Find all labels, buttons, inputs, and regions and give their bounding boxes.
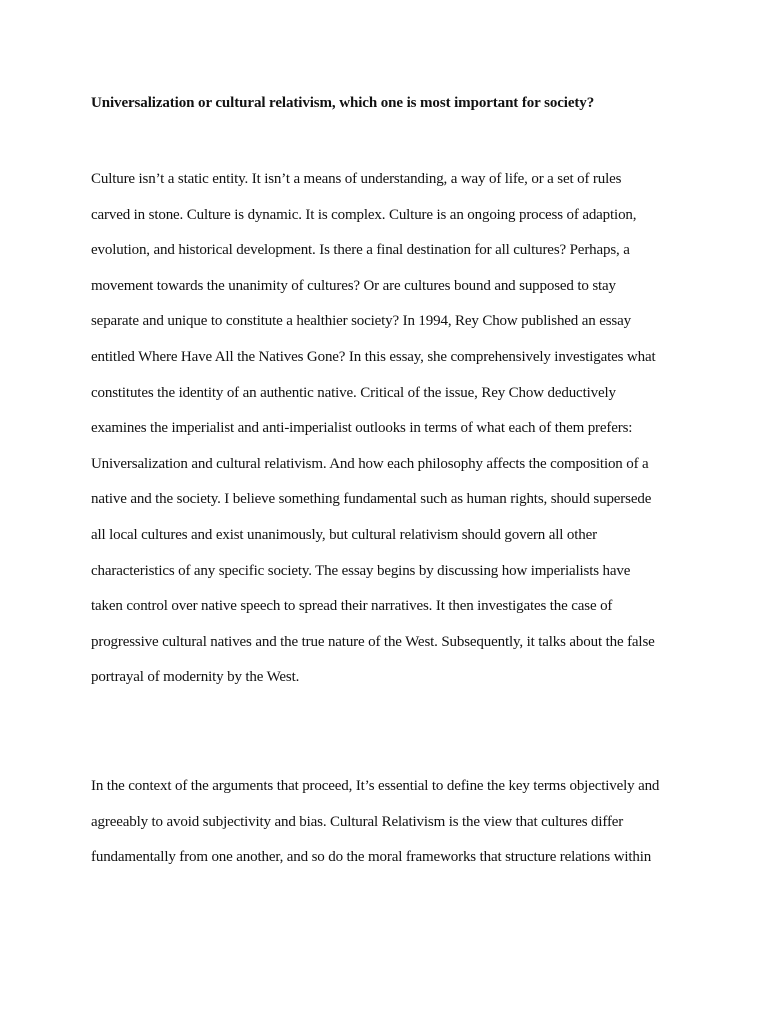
- paragraph-line: separate and unique to constitute a healthier society? In 1994, Rey Chow published an essay: [91, 313, 631, 330]
- paragraph-line: examines the imperialist and anti-imperialist outlooks in terms of what each of them prefers:: [91, 420, 633, 437]
- document-title: Universalization or cultural relativism, which one is most important for society?: [91, 95, 595, 111]
- paragraph-line: taken control over native speech to spread their narratives. It then investigates the case of: [91, 598, 613, 615]
- paragraph-line: agreeably to avoid subjectivity and bias. Cultural Relativism is the view that cultures differ: [91, 813, 624, 830]
- paragraph-line: characteristics of any specific society. The essay begins by discussing how imperialists have: [91, 562, 631, 579]
- paragraph-line: movement towards the unanimity of cultures? Or are cultures bound and supposed to stay: [91, 277, 616, 294]
- paragraph-line: Universalization and cultural relativism. And how each philosophy affects the composition of a: [91, 455, 649, 472]
- paragraph-line: In the context of the arguments that proceed, It’s essential to define the key terms objectively and: [91, 778, 660, 794]
- paragraph-line: native and the society. I believe something fundamental such as human rights, should supersede: [91, 491, 652, 508]
- paragraph-line: Culture isn’t a static entity. It isn’t a means of understanding, a way of life, or a set of rules: [91, 171, 622, 187]
- paragraph-2: [91, 769, 731, 876]
- paragraph-line: portrayal of modernity by the West.: [91, 669, 300, 686]
- paragraph-line: evolution, and historical development. Is there a final destination for all cultures? Perhaps, a: [91, 242, 630, 259]
- paragraph-line: constitutes the identity of an authentic native. Critical of the issue, Rey Chow deductively: [91, 384, 616, 401]
- paragraph-line: progressive cultural natives and the true nature of the West. Subsequently, it talks about the false: [91, 633, 655, 650]
- paragraph-line: all local cultures and exist unanimously, but cultural relativism should govern all other: [91, 526, 597, 543]
- paragraph-line: fundamentally from one another, and so do the moral frameworks that structure relations within: [91, 849, 652, 866]
- paragraph-line: entitled Where Have All the Natives Gone? In this essay, she comprehensively investigates what: [91, 348, 656, 365]
- paragraph-1: [91, 162, 731, 696]
- paragraph-line: carved in stone. Culture is dynamic. It is complex. Culture is an ongoing process of adaption,: [91, 206, 637, 223]
